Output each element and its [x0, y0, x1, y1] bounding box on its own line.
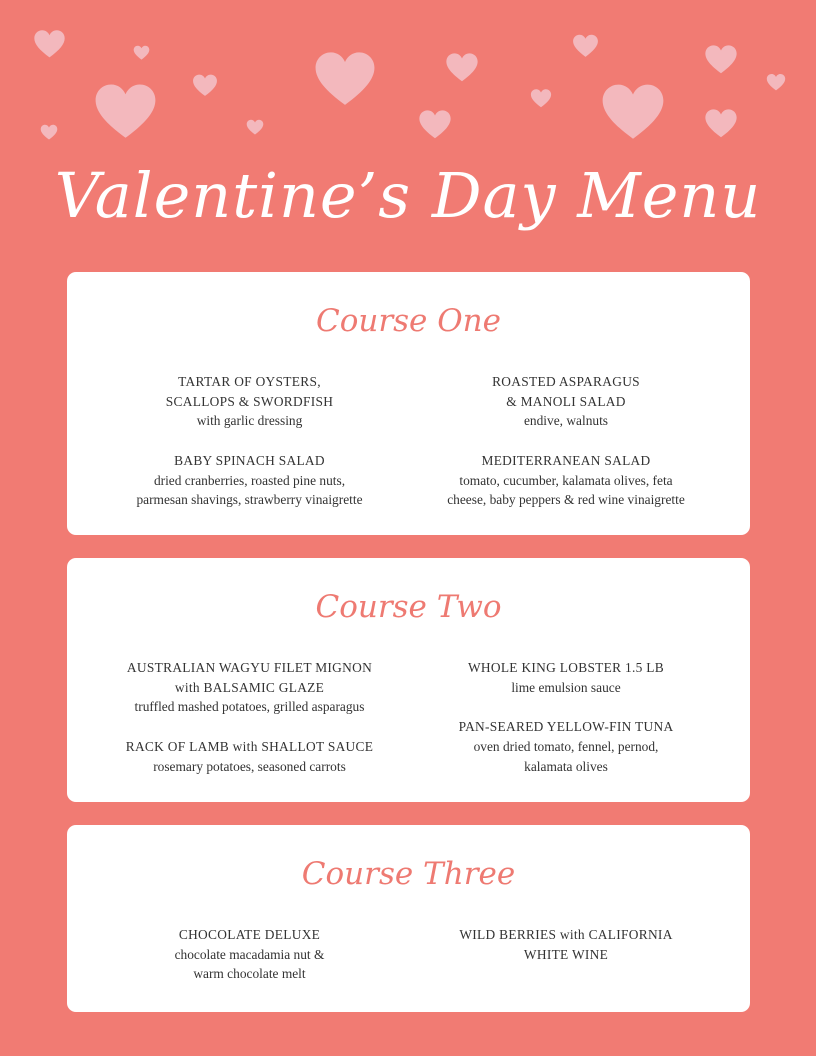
menu-item-name: SCALLOPS & SWORDFISH	[165, 393, 334, 409]
menu-item	[431, 451, 701, 510]
heart-icon	[246, 118, 264, 136]
course-one-left-column	[117, 372, 382, 510]
menu-item-name: RACK OF LAMB with SHALLOT SAUCE	[125, 738, 374, 754]
course-three-left-column	[117, 925, 382, 984]
menu-item	[117, 737, 382, 776]
course-one-card	[67, 272, 750, 535]
course-one-title: Course One	[315, 303, 501, 339]
menu-item-name: AUSTRALIAN WAGYU FILET MIGNON	[126, 660, 373, 675]
heart-icon	[418, 107, 452, 141]
menu-item	[431, 372, 701, 431]
heart-icon	[33, 27, 66, 60]
heart-icon	[445, 50, 479, 84]
heart-icon	[704, 42, 738, 76]
menu-item-description: rosemary potatoes, seasoned carrots	[153, 758, 346, 774]
menu-item	[431, 658, 701, 697]
heart-icon	[192, 72, 218, 98]
menu-item-description: warm chocolate melt	[193, 966, 306, 982]
menu-item-name: WHITE WINE	[523, 946, 609, 962]
course-three-card	[67, 825, 750, 1012]
menu-item-name: & MANOLI SALAD	[506, 393, 626, 409]
menu-item-description: truffled mashed potatoes, grilled asparagus	[134, 699, 365, 715]
course-two-title: Course Two	[315, 589, 502, 625]
course-two-left-column	[117, 658, 382, 776]
menu-item	[117, 372, 382, 431]
menu-item-description: endive, walnuts	[523, 413, 609, 429]
menu-item-name: WHOLE KING LOBSTER 1.5 LB	[467, 660, 665, 675]
course-three-title: Course Three	[301, 856, 516, 892]
menu-item-description: chocolate macadamia nut &	[174, 946, 325, 962]
heart-icon	[133, 44, 150, 61]
course-two-right-column	[431, 658, 701, 776]
menu-item-description: tomato, cucumber, kalamata olives, feta	[459, 472, 673, 488]
menu-item	[117, 925, 382, 984]
heart-icon	[93, 78, 158, 143]
heart-icon	[530, 87, 552, 109]
heart-icon	[600, 78, 666, 144]
menu-item-name: TARTAR OF OYSTERS,	[178, 374, 321, 389]
course-three-right-column	[431, 925, 701, 964]
heart-icon	[40, 123, 58, 141]
menu-item-description: cheese, baby peppers & red wine vinaigrette	[447, 492, 685, 508]
course-two-card	[67, 558, 750, 802]
menu-item-name: CHOCOLATE DELUXE	[178, 927, 321, 942]
menu-item-description: with garlic dressing	[196, 413, 303, 429]
menu-item-description: lime emulsion sauce	[511, 679, 621, 695]
menu-item-name: WILD BERRIES with CALIFORNIA	[459, 927, 673, 942]
menu-item	[117, 451, 382, 510]
page-title: Valentine’s Day Menu	[54, 159, 762, 232]
heart-icon	[704, 106, 738, 140]
menu-item	[431, 925, 701, 964]
menu-item-description: kalamata olives	[524, 758, 608, 774]
menu-item-description: parmesan shavings, strawberry vinaigrette	[136, 492, 363, 508]
menu-item-name: MEDITERRANEAN SALAD	[481, 452, 651, 468]
heart-icon	[572, 32, 599, 59]
menu-item-name: with BALSAMIC GLAZE	[174, 679, 325, 695]
menu-item	[117, 658, 382, 717]
heart-icon	[766, 72, 786, 92]
menu-item-name: PAN-SEARED YELLOW-FIN TUNA	[458, 719, 674, 735]
menu-item-name: BABY SPINACH SALAD	[174, 452, 325, 468]
menu-item-description: dried cranberries, roasted pine nuts,	[153, 472, 346, 488]
course-one-right-column	[431, 372, 701, 510]
menu-item	[431, 717, 701, 776]
heart-icon	[313, 46, 377, 110]
menu-item-name: ROASTED ASPARAGUS	[492, 374, 640, 389]
menu-item-description: oven dried tomato, fennel, pernod,	[473, 738, 659, 754]
